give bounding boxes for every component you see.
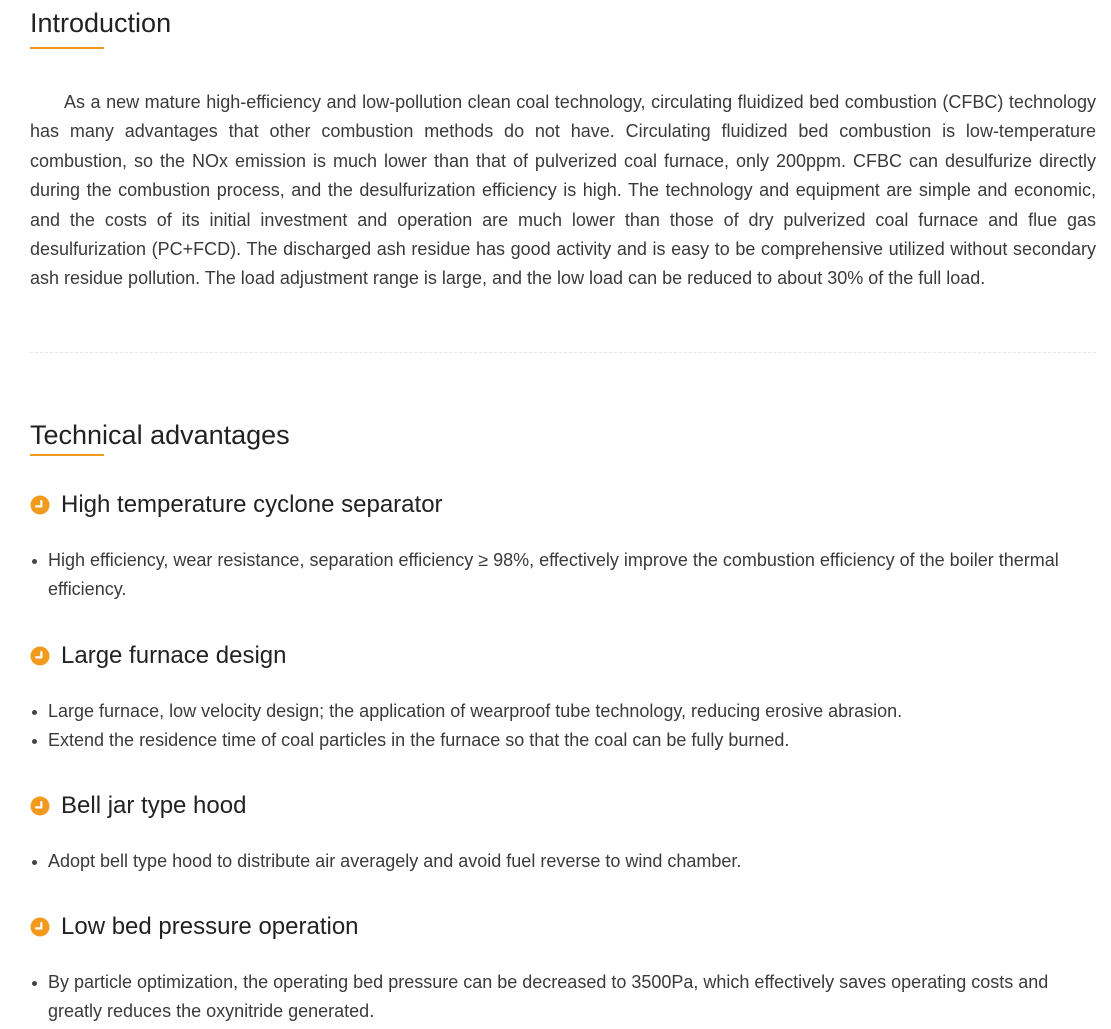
list-item: Adopt bell type hood to distribute air averagely and avoid fuel reverse to wind chamber.: [30, 847, 1096, 876]
feature-cyclone-separator: [30, 490, 1096, 605]
list-item: High efficiency, wear resistance, separation efficiency ≥ 98%, effectively improve the combustion efficiency of the boiler thermal efficiency.: [30, 546, 1096, 605]
feature-header: [30, 912, 1096, 942]
list-item: By particle optimization, the operating bed pressure can be decreased to 3500Pa, which effectively saves operating costs and greatly reduces the oxynitride generated.: [30, 968, 1096, 1027]
feature-title: High temperature cyclone separator: [61, 491, 443, 518]
feature-title: Large furnace design: [61, 642, 287, 669]
orange-circle-arrow-icon: [30, 917, 50, 937]
feature-large-furnace: [30, 641, 1096, 756]
list-item: Extend the residence time of coal particles in the furnace so that the coal can be fully burned.: [30, 726, 1096, 755]
feature-low-bed-pressure: [30, 912, 1096, 1027]
orange-circle-arrow-icon: [30, 796, 50, 816]
orange-circle-arrow-icon: [30, 495, 50, 515]
feature-header: [30, 490, 1096, 520]
feature-bullet-list: [30, 546, 1096, 605]
feature-bullet-list: [30, 968, 1096, 1027]
feature-header: [30, 641, 1096, 671]
feature-bell-jar-hood: [30, 791, 1096, 876]
feature-title: Low bed pressure operation: [61, 913, 359, 940]
technical-advantages-underline: [30, 454, 104, 456]
introduction-underline: [30, 47, 104, 49]
feature-title: Bell jar type hood: [61, 792, 247, 819]
feature-bullet-list: [30, 847, 1096, 876]
introduction-heading: Introduction: [30, 8, 172, 38]
technical-advantages-heading: Technical advantages: [30, 420, 290, 450]
feature-bullet-list: [30, 697, 1096, 756]
list-item: Large furnace, low velocity design; the application of wearproof tube technology, reducing erosive abrasion.: [30, 697, 1096, 726]
section-divider: [30, 352, 1096, 353]
introduction-paragraph: As a new mature high-efficiency and low-pollution clean coal technology, circulating fluidized bed combustion (CFBC) technology has many advantages that other combustion methods do not have. Circulating fluidized bed combustion is low-temperature combustion, so the NOx emission is much lower than that of pulverized coal furnace, only 200ppm. CFBC can desulfurize directly during the combustion process, and the desulfurization efficiency is high. The technology and equipment are simple and economic, and the costs of its initial investment and operation are much lower than those of dry pulverized coal furnace and flue gas desulfurization (PC+FCD). The discharged ash residue has good activity and is easy to be comprehensive utilized without secondary ash residue pollution. The load adjustment range is large, and the low load can be reduced to about 30% of the full load.: [30, 92, 1096, 289]
orange-circle-arrow-icon: [30, 646, 50, 666]
feature-header: [30, 791, 1096, 821]
